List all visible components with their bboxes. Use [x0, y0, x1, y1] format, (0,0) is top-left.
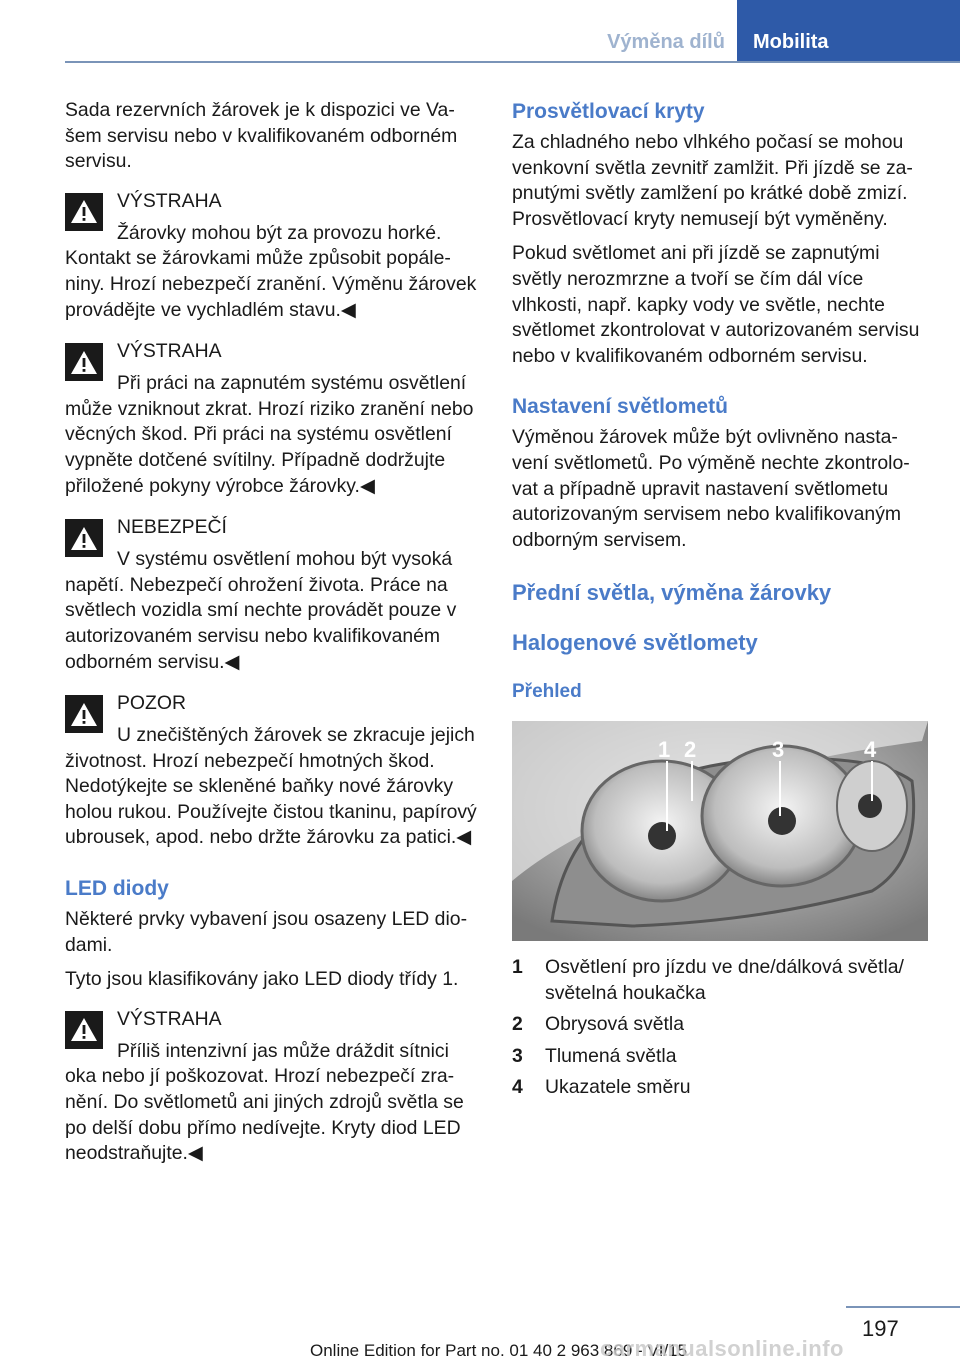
watermark: carmanualsonline.info [600, 1336, 844, 1361]
photo-label-1: 1 [658, 736, 671, 762]
legend-item [512, 1012, 928, 1038]
warning-triangle-icon [65, 343, 103, 381]
led-heading: LED diody [65, 877, 169, 901]
edition-text: Online Edition for Part no. 01 40 2 963 869 - VI/15 [310, 1341, 688, 1360]
overview-heading: Přehled [512, 681, 582, 703]
caution-block [65, 691, 481, 851]
led-paragraph-1: Některé prvky vybavení jsou osazeny LED diodami. [65, 908, 468, 956]
covers-heading: Prosvětlovací kryty [512, 100, 705, 123]
warning-text: Příliš intenzivní jas může dráždit sítnici oka nebo jí poškozovat. Hrozí nebezpečí zranění. Do světlometů ani jiných zdrojů světla se po delší dobu přímo nedívejte. Kryty diod LED neodstraňujte.◀ [65, 1039, 464, 1165]
warning-triangle-icon [65, 695, 103, 733]
warning-triangle-icon [65, 193, 103, 231]
warning-title: VÝSTRAHA [117, 1007, 222, 1030]
led-paragraph-2: Tyto jsou klasifikovány jako LED diody třídy 1. [65, 968, 459, 991]
adjust-heading: Nastavení světlometů [512, 395, 728, 419]
covers-paragraph-1: Za chladného nebo vlhkého počasí se mohou venkovní světla zevnitř zamlžit. Při jízdě se zapnutými světly zamlžení po krátké době zmizí. Prosvětlovací kryty nemusejí být vyměněny. [512, 131, 913, 230]
legend-number: 3 [512, 1044, 523, 1067]
photo-bulb-1 [648, 822, 676, 850]
warning-text: Při práci na zapnutém systému osvětlení může vzniknout zkrat. Hrozí riziko zranění nebo věcných škod. Při práci na systému osvětlení vypněte dotčené svítilny. Případně dodržujte přiložené pokyny výrobce žárovky.◀ [65, 372, 474, 497]
warning-block [65, 1007, 481, 1167]
warning-block [65, 189, 481, 323]
left-column [65, 98, 481, 1183]
legend-text: Osvětlení pro jízdu ve dne/dálková světla/ světelná houkačka [545, 955, 904, 1004]
halogen-heading: Halogenové světlomety [512, 630, 758, 656]
warning-title: VÝSTRAHA [117, 189, 222, 212]
photo-label-2: 2 [684, 736, 697, 762]
warning-triangle-icon [65, 519, 103, 557]
intro-paragraph: Sada rezervních žárovek je k dispozici ve Vašem servisu nebo v kvalifikovaném odborném servisu. [65, 99, 458, 173]
legend-number: 2 [512, 1013, 523, 1036]
adjust-paragraph: Výměnou žárovek může být ovlivněno nastavení světlometů. Po výměně nechte zkontrolovat a případně upravit nastavení světlometu autorizovaným servisem nebo kvalifikovaným odborným servisem. [512, 426, 910, 551]
header-divider [65, 61, 960, 63]
header-section-replacement: Výměna dílů [607, 31, 725, 53]
warning-text: V systému osvětlení mohou být vysoká napětí. Nebezpečí ohrožení života. Práce na světlech vozidla smí nechte provádět pouze v autorizovaném servisu nebo kvalifikovaném odborném servisu.◀ [65, 548, 457, 673]
photo-label-4: 4 [864, 736, 877, 762]
legend-number: 4 [512, 1076, 523, 1099]
right-column [512, 98, 928, 1107]
legend-list [512, 955, 928, 1101]
header-section-mobility: Mobilita [737, 0, 960, 61]
warning-block [65, 339, 481, 499]
front-lights-heading: Přední světla, výměna žárovky [512, 580, 832, 606]
legend-number: 1 [512, 955, 523, 978]
legend-text: Ukazatele směru [545, 1076, 691, 1099]
warning-text: Žárovky mohou být za provozu horké. Kontakt se žárovkami může způsobit popáleniny. Hrozí nebezpečí zranění. Výměnu žárovek provádějte ve vychladlém stavu.◀ [65, 221, 477, 321]
warning-triangle-icon [65, 1011, 103, 1049]
headlight-photo [512, 721, 928, 941]
footer-divider [846, 1306, 960, 1308]
photo-label-3: 3 [772, 736, 785, 762]
warning-title: POZOR [117, 692, 186, 715]
legend-text: Obrysová světla [545, 1013, 685, 1036]
page-number: 197 [862, 1316, 899, 1341]
photo-bulb-3 [768, 807, 796, 835]
warning-title: NEBEZPEČÍ [117, 516, 227, 539]
legend-item [512, 955, 928, 1006]
photo-bulb-4 [858, 794, 882, 818]
warning-text: U znečištěných žárovek se zkracuje jejich životnost. Hrozí nebezpečí hmotných škod. Nedotýkejte se skleněné baňky nové žárovky holou rukou. Používejte čistou tkaninu, papírový ubrousek, apod. nebo držte žárovku za patici.◀ [65, 724, 477, 849]
warning-title: VÝSTRAHA [117, 340, 222, 363]
danger-block [65, 515, 481, 675]
legend-item [512, 1044, 928, 1070]
covers-paragraph-2: Pokud světlomet ani při jízdě se zapnutými světly nerozmrzne a tvoří se čím dál více vlhkosti, např. kapky vody ve světle, nechte světlomet zkontrolovat v autorizovaném servisu nebo v kvalifikovaném odborném servisu. [512, 242, 920, 367]
legend-text: Tlumená světla [545, 1044, 677, 1067]
legend-item [512, 1075, 928, 1101]
